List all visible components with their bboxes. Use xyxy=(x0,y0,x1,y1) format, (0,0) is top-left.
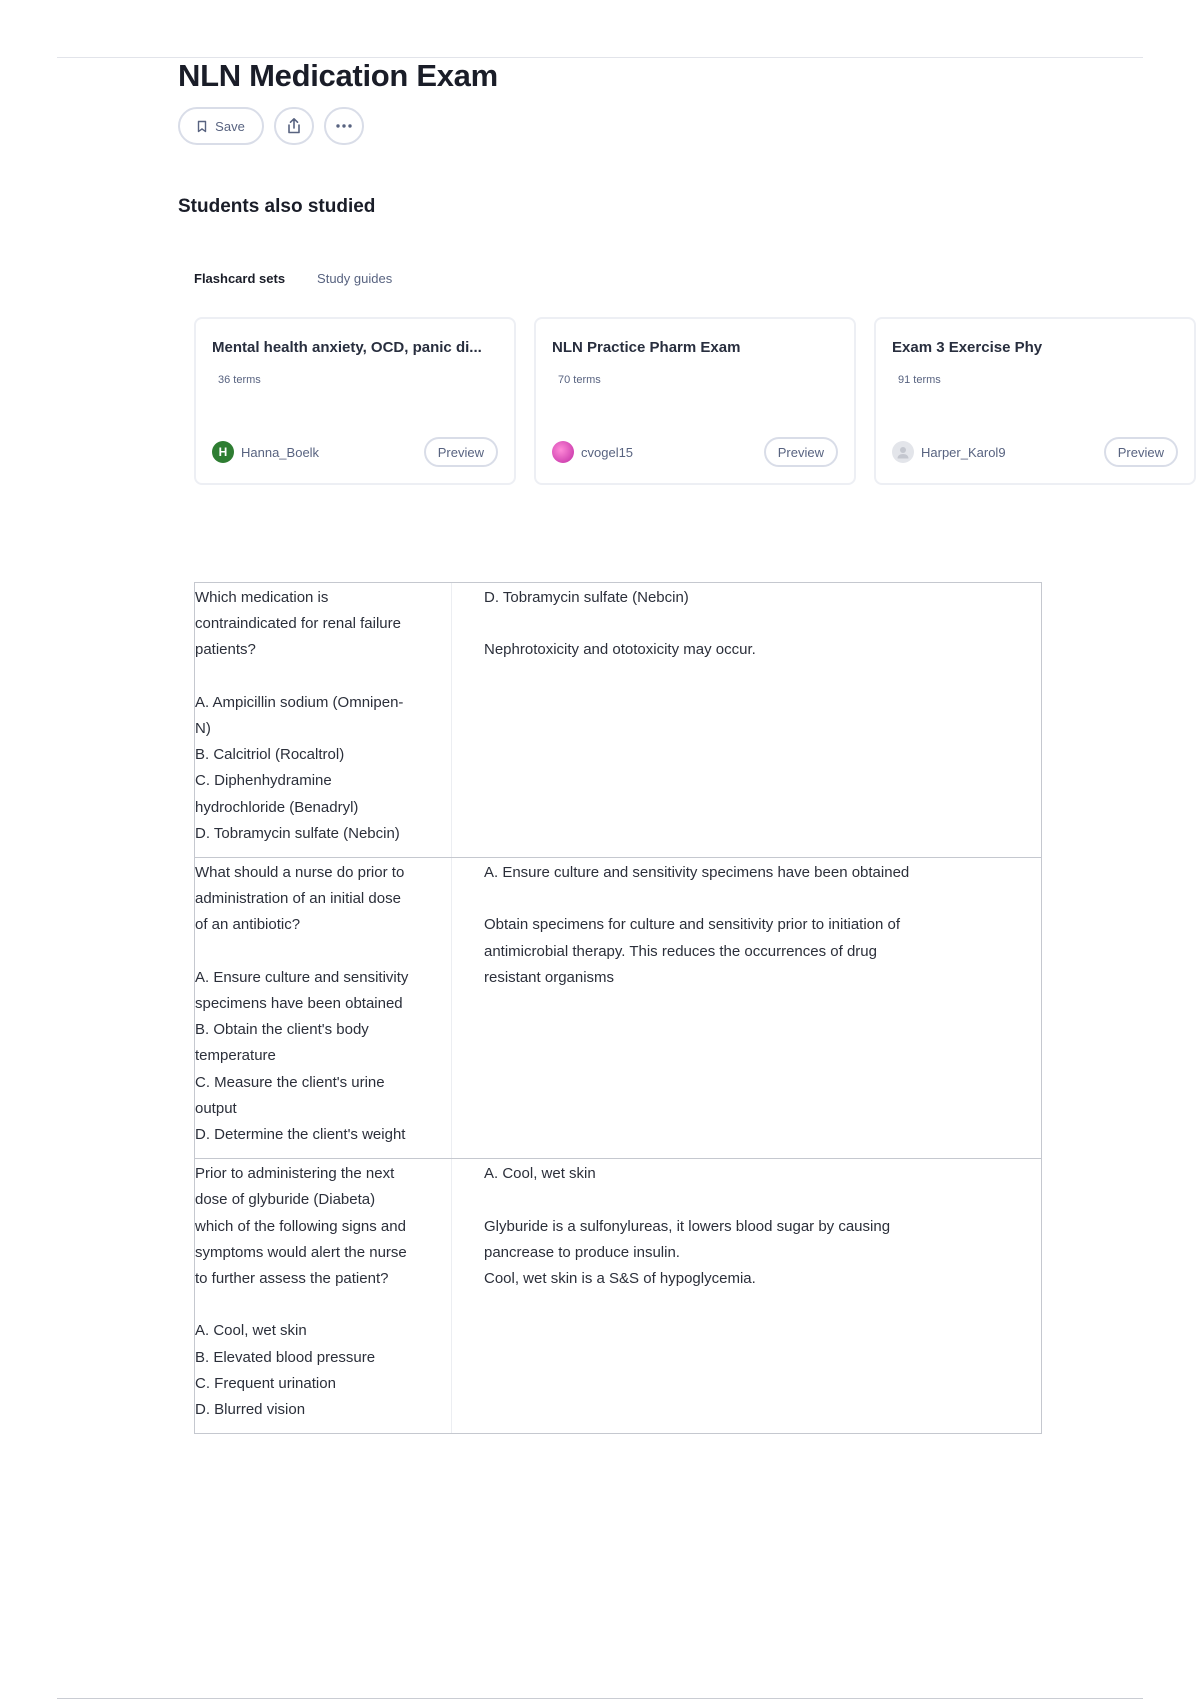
card-title: Exam 3 Exercise Phy xyxy=(892,339,1043,356)
study-set-card[interactable] xyxy=(874,317,1196,485)
study-tabs xyxy=(194,271,392,286)
card-author[interactable] xyxy=(212,441,319,463)
more-button[interactable] xyxy=(324,107,364,145)
definition-cell: D. Tobramycin sulfate (Nebcin) Nephrotoxicity and ototoxicity may occur. xyxy=(484,589,756,659)
author-name: Harper_Karol9 xyxy=(921,444,1006,460)
term-cell: Which medication is contraindicated for renal failure patients? A. Ampicillin sodium (Omnipen- N) B. Calcitriol (Rocaltrol) C. Diphenhydramine hydrochloride (Benadryl) D. Tobramycin sulfate (Nebcin) xyxy=(195,583,452,857)
share-button[interactable] xyxy=(274,107,314,145)
more-dots-icon xyxy=(335,123,353,129)
avatar xyxy=(892,441,914,463)
card-term-count: 91 terms xyxy=(898,374,941,386)
term-cell: Prior to administering the next dose of glyburide (Diabeta) which of the following signs and symptoms would alert the nurse to further assess the patient? A. Cool, wet skin B. Elevated blood pressure C. Frequent urination D. Blurred vision xyxy=(195,1159,452,1433)
card-author[interactable] xyxy=(892,441,1006,463)
table-row xyxy=(195,857,1041,1158)
table-row xyxy=(195,1158,1041,1433)
preview-button[interactable]: Preview xyxy=(1104,437,1178,467)
card-carousel xyxy=(194,317,1164,487)
author-name: cvogel15 xyxy=(581,444,634,460)
avatar: H xyxy=(212,441,234,463)
author-name: Hanna_Boelk xyxy=(241,444,320,460)
save-button-label: Save xyxy=(215,118,245,134)
action-bar xyxy=(178,107,364,145)
avatar xyxy=(552,441,574,463)
study-set-card[interactable] xyxy=(194,317,516,485)
card-term-count: 36 terms xyxy=(218,374,261,386)
study-set-card[interactable] xyxy=(534,317,856,485)
preview-button[interactable]: Preview xyxy=(424,437,498,467)
bookmark-icon xyxy=(197,120,207,133)
save-button[interactable] xyxy=(178,107,264,145)
terms-table xyxy=(194,582,1042,1434)
page-title: NLN Medication Exam xyxy=(178,58,498,93)
share-icon xyxy=(285,117,303,135)
card-term-count: 70 terms xyxy=(558,374,601,386)
students-also-studied-title: Students also studied xyxy=(178,196,376,217)
card-author[interactable] xyxy=(552,441,633,463)
card-title: NLN Practice Pharm Exam xyxy=(552,339,741,356)
definition-cell: A. Cool, wet skin Glyburide is a sulfonylureas, it lowers blood sugar by causing pancrease to produce insulin. Cool, wet skin is a S&S of hypoglycemia. xyxy=(484,1165,891,1288)
tab-study-guides[interactable]: Study guides xyxy=(317,271,393,286)
tab-flashcard-sets[interactable]: Flashcard sets xyxy=(194,271,286,286)
default-user-icon xyxy=(896,445,910,459)
card-title: Mental health anxiety, OCD, panic di... xyxy=(212,339,482,356)
preview-button[interactable]: Preview xyxy=(764,437,838,467)
term-cell: What should a nurse do prior to administration of an initial dose of an antibiotic? A. Ensure culture and sensitivity specimens have been obtained B. Obtain the client's body temperature C. Measure the client's urine output D. Determine the client's weight xyxy=(195,858,452,1158)
definition-cell: A. Ensure culture and sensitivity specimens have been obtained Obtain specimens for culture and sensitivity prior to initiation of antimicrobial therapy. This reduces the occurrences of drug resistant organisms xyxy=(484,864,910,986)
table-row xyxy=(195,583,1041,857)
bottom-divider xyxy=(57,1698,1143,1699)
